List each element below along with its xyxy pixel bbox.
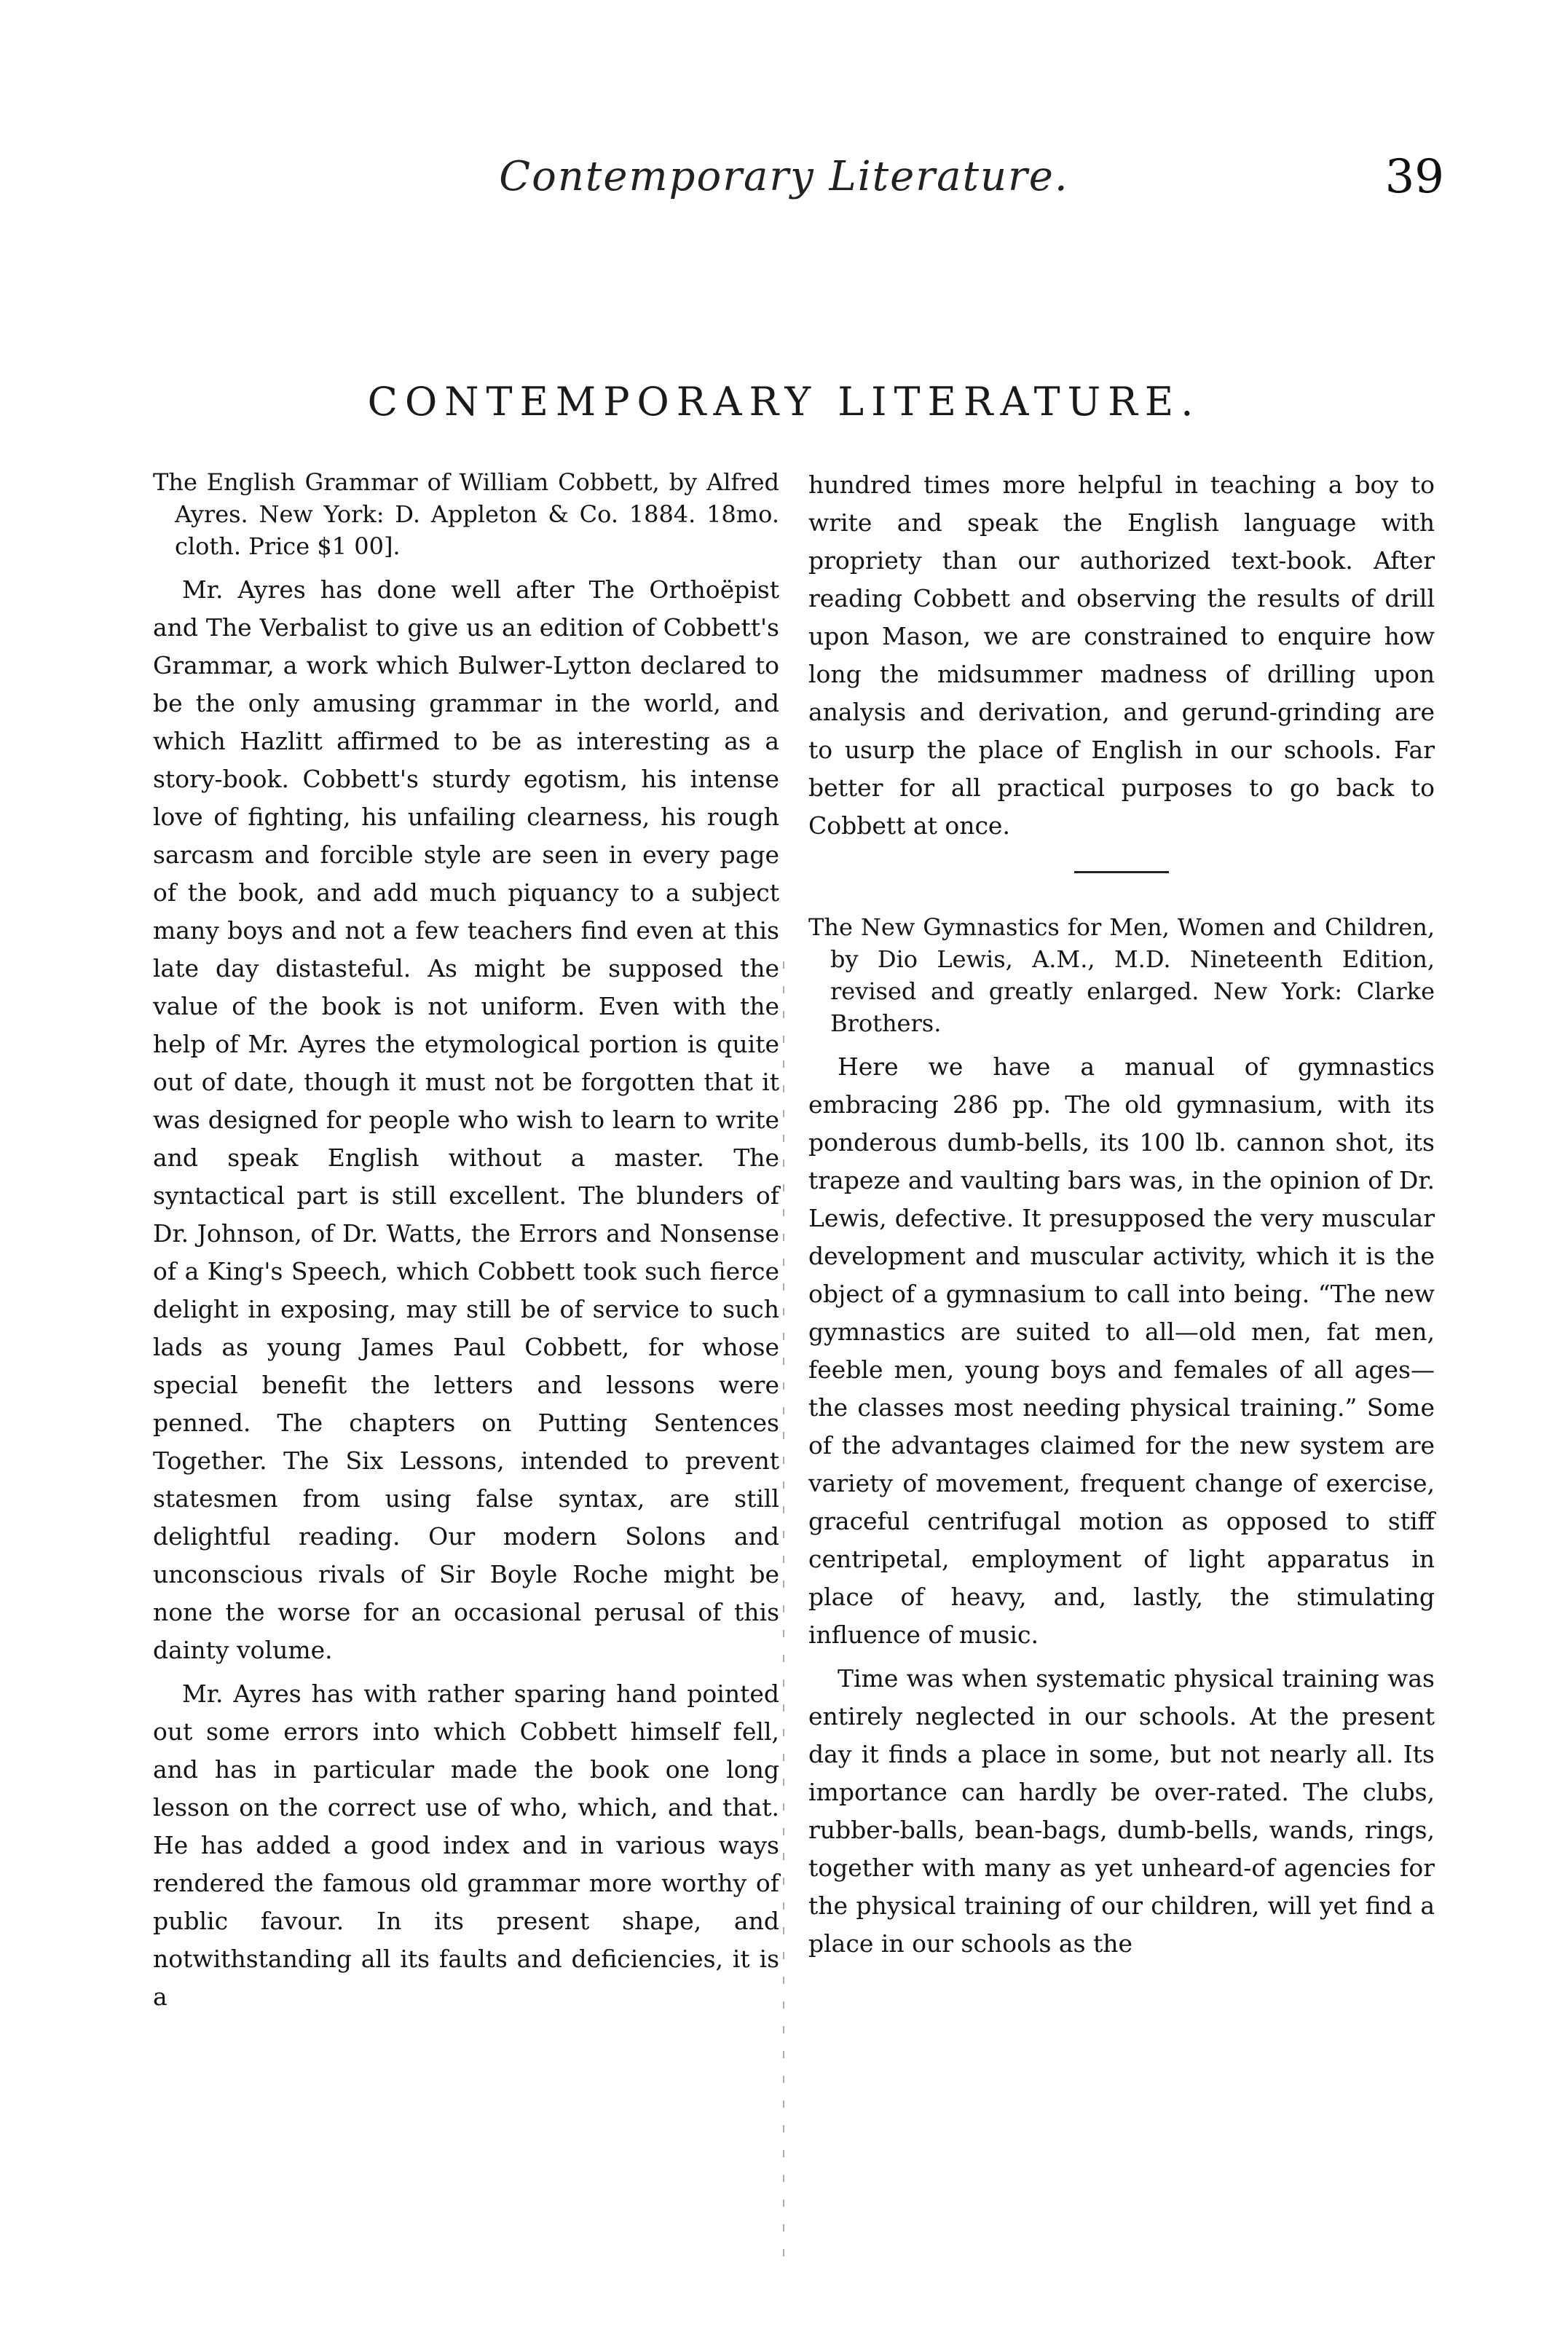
page-number: 39: [1384, 150, 1444, 204]
review-heading-gymnastics: The New Gymnastics for Men, Women and Children, by Dio Lewis, A.M., M.D. Nineteenth Edition, revised and greatly enlarged. New York: Clarke Brothers.: [808, 913, 1435, 1037]
review-paragraph: Time was when systematic physical training was entirely neglected in our schools. At the present day it finds a place in some, but not nearly all. Its importance can hardly be over-rated. The clubs, rubber-balls, bean-bags, dumb-bells, wands, rings, together with many as yet unheard-of agencies for the physical training of our children, will yet find a place in our schools as the: [808, 1664, 1435, 1958]
left-column: [153, 466, 779, 2022]
review-paragraph-continued: hundred times more helpful in teaching a boy to write and speak the English language with propriety than our authorized text-book. After reading Cobbett and observing the results of drill upon Mason, we are constrained to enquire how long the midsummer madness of drilling upon analysis and derivation, and gerund-grinding are to usurp the place of English in our schools. Far better for all practical purposes to go back to Cobbett at once.: [808, 470, 1435, 840]
review-paragraph: Mr. Ayres has with rather sparing hand pointed out some errors into which Cobbett himself fell, and has in particular made the book one long lesson on the correct use of who, which, and that. He has added a good index and in various ways rendered the famous old grammar more worthy of public favour. In its present shape, and notwithstanding all its faults and deficiencies, it is a: [153, 1679, 779, 2011]
review-paragraph: Here we have a manual of gymnastics embracing 286 pp. The old gymnasium, with its ponderous dumb-bells, its 100 lb. cannon shot, its trapeze and vaulting bars was, in the opinion of Dr. Lewis, defective. It presupposed the very muscular development and muscular activity, which it is the object of a gymnasium to call into being. “The new gymnastics are suited to all—old men, fat men, feeble men, young boys and females of all ages—the classes most needing physical training.” Some of the advantages claimed for the new system are variety of movement, frequent change of exercise, graceful centrifugal motion as opposed to stiff centripetal, employment of light apparatus in place of heavy, and, lastly, the stimulating influence of music.: [808, 1052, 1435, 1649]
running-head: [0, 150, 1568, 211]
right-column: [808, 466, 1435, 1969]
section-divider: [1074, 871, 1169, 873]
review-paragraph: Mr. Ayres has done well after The Orthoëpist and The Verbalist to give us an edition of Cobbett's Grammar, a work which Bulwer-Lytton declared to be the only amusing grammar in the world, and which Hazlitt affirmed to be as interesting as a story-book. Cobbett's sturdy egotism, his intense love of fighting, his unfailing clearness, his rough sarcasm and forcible style are seen in every page of the book, and add much piquancy to a subject many boys and not a few teachers find even at this late day distasteful. As might be supposed the value of the book is not uniform. Even with the help of Mr. Ayres the etymological portion is quite out of date, though it must not be forgotten that it was designed for people who wish to learn to write and speak English without a master. The syntactical part is still excellent. The blunders of Dr. Johnson, of Dr. Watts, the Errors and Nonsense of a King's Speech, which Cobbett took such fierce delight in exposing, may still be of service to such lads as young James Paul Cobbett, for whose special benefit the letters and lessons were penned. The chapters on Putting Sentences Together. The Six Lessons, intended to prevent statesmen from using false syntax, are still delightful reading. Our modern Solons and unconscious rivals of Sir Boyle Roche might be none the worse for an occasional perusal of this dainty volume.: [153, 575, 779, 1664]
running-title: Contemporary Literature.: [499, 153, 1069, 200]
column-gutter-rule: [783, 961, 784, 2258]
section-title: CONTEMPORARY LITERATURE.: [367, 379, 1201, 425]
review-heading-cobbett: The English Grammar of William Cobbett, by Alfred Ayres. New York: D. Appleton & Co. 1884. 18mo. cloth. Price $1 00].: [153, 468, 779, 560]
